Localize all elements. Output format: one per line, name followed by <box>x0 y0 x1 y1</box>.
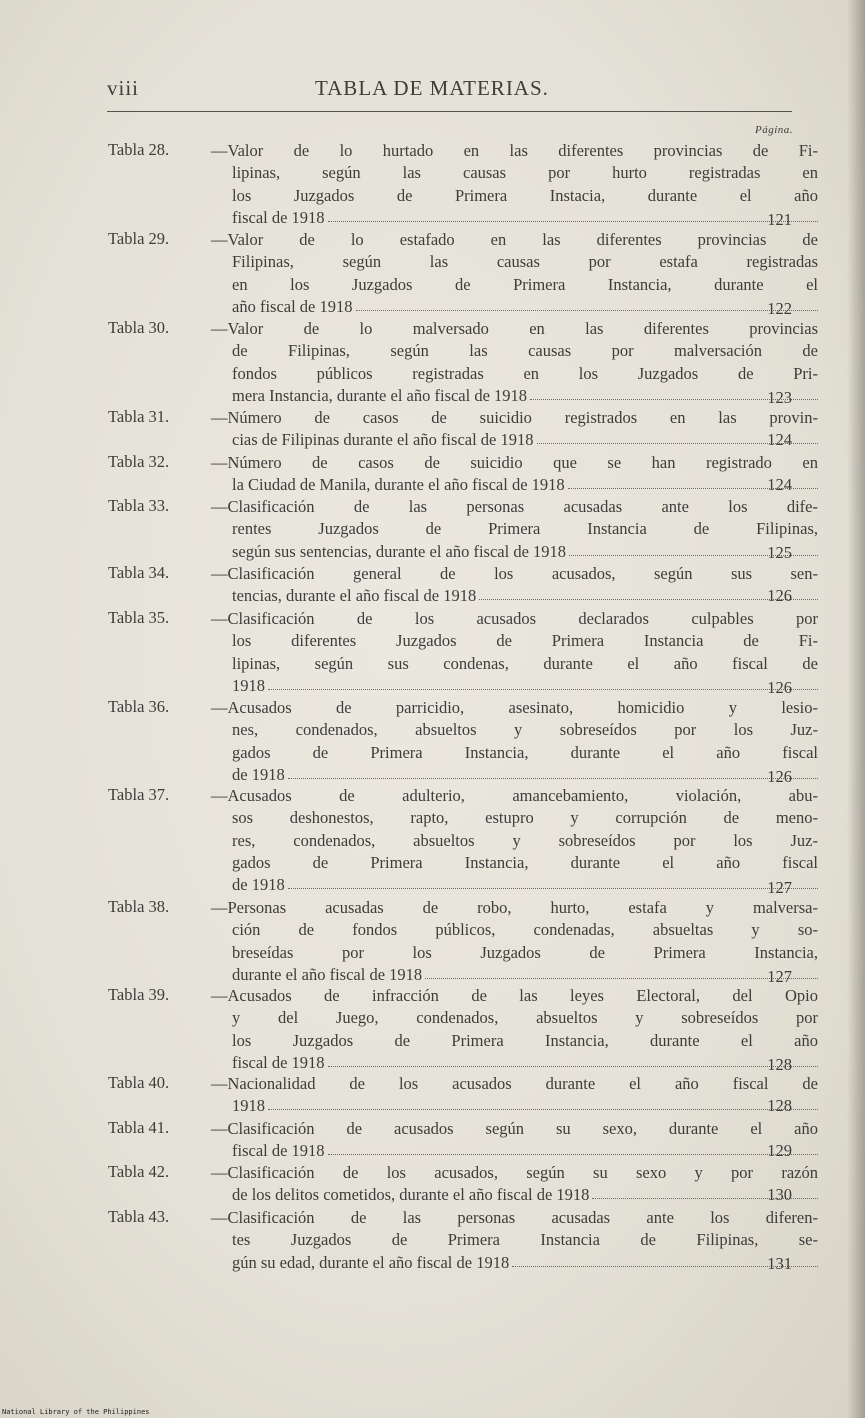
toc-entry <box>108 785 818 898</box>
toc-entry-label: Tabla 31. <box>108 407 170 426</box>
toc-entry-line-text: cias de Filipinas durante el año fiscal de 1918 <box>232 430 534 450</box>
toc-entry <box>108 985 818 1074</box>
toc-entry-line-text: 1918 <box>232 675 265 695</box>
toc-entry-line <box>232 764 818 786</box>
toc-entry-line-text: fiscal de 1918 <box>232 207 325 227</box>
toc-entry-description <box>211 407 818 452</box>
toc-entry <box>108 1118 818 1163</box>
toc-entry-line <box>232 874 818 896</box>
toc-entry-page-number: 128 <box>767 1054 792 1074</box>
toc-entry-line <box>232 1184 818 1206</box>
toc-entry-line: —Valor de lo hurtado en las diferentes provincias de Fi- <box>211 141 818 160</box>
toc-entry-description <box>211 452 818 497</box>
dot-leader <box>268 1105 818 1110</box>
toc-entry-line: —Número de casos de suicidio registrados en las provin- <box>211 408 818 427</box>
toc-entry-line-text: durante el año fiscal de 1918 <box>232 964 423 984</box>
toc-entry-line <box>232 1095 818 1117</box>
toc-entry-line-text: fiscal de 1918 <box>232 1052 325 1072</box>
toc-entry-description <box>211 563 818 608</box>
toc-entry-line: —Clasificación de acusados según su sexo, durante el año <box>211 1119 818 1138</box>
toc-entry-line: —Nacionalidad de los acusados durante el año fiscal de <box>211 1074 818 1093</box>
toc-entry-label: Tabla 35. <box>108 608 170 627</box>
toc-entry-line-text: según sus sentencias, durante el año fiscal de 1918 <box>232 541 567 561</box>
toc-entry-line: gados de Primera Instancia, durante el año fiscal <box>232 852 818 872</box>
toc-entry-label: Tabla 34. <box>108 563 170 582</box>
toc-entry-line: y del Juego, condenados, absueltos y sobreseídos por <box>232 1008 818 1028</box>
toc-entry-line <box>232 585 818 607</box>
toc-entry-line <box>232 207 818 229</box>
toc-entry-line: en los Juzgados de Primera Instancia, durante el <box>232 274 818 294</box>
toc-entry-page-number: 123 <box>767 387 792 407</box>
toc-entry-description <box>211 318 818 407</box>
toc-entry-line: Filipinas, según las causas por estafa registradas <box>232 252 818 272</box>
toc-entry <box>108 318 818 407</box>
toc-entry-line <box>232 1140 818 1162</box>
toc-entry-line-text: de 1918 <box>232 764 285 784</box>
toc-entry-page-number: 127 <box>767 878 792 898</box>
toc-entry-line: sos deshonestos, rapto, estupro y corrupción de meno- <box>232 808 818 828</box>
library-credit: National Library of the Philippines <box>2 1408 150 1416</box>
dot-leader <box>328 217 818 222</box>
toc-entry-page-number: 127 <box>767 966 792 986</box>
dot-leader <box>425 974 818 979</box>
dot-leader <box>288 774 818 779</box>
toc-entry-description <box>211 985 818 1074</box>
toc-entry-label: Tabla 38. <box>108 897 170 916</box>
toc-entry-line: —Valor de lo estafado en las diferentes provincias de <box>211 230 818 249</box>
toc-entry <box>108 229 818 318</box>
toc-entry-line <box>232 1052 818 1074</box>
toc-entry-label: Tabla 33. <box>108 496 170 515</box>
toc-entry-line: los Juzgados de Primera Instancia, durante el año <box>232 1030 818 1050</box>
toc-entry-line <box>232 296 818 318</box>
toc-entry <box>108 563 818 608</box>
toc-entry-label: Tabla 39. <box>108 985 170 1004</box>
toc-entry-page-number: 129 <box>767 1141 792 1161</box>
toc-entry-description <box>211 1073 818 1118</box>
toc-entry <box>108 452 818 497</box>
running-title: TABLA DE MATERIAS. <box>315 76 549 100</box>
toc-entry-line: —Clasificación de las personas acusadas ante los diferen- <box>211 1208 818 1227</box>
toc-entry-line-text: mera Instancia, durante el año fiscal de 1918 <box>232 385 528 405</box>
toc-entry-line: —Clasificación de los acusados, según su sexo y por razón <box>211 1163 818 1182</box>
toc-entry-line: de Filipinas, según las causas por malversación de <box>232 341 818 361</box>
toc-entry-label: Tabla 32. <box>108 452 170 471</box>
toc-entry <box>108 1073 818 1118</box>
toc-entry-page-number: 126 <box>767 766 792 786</box>
toc-entry-line: ción de fondos públicos, condenadas, absueltas y so- <box>232 920 818 940</box>
toc-entry-line: res, condenados, absueltos y sobreseídos por los Juz- <box>232 830 818 850</box>
toc-entry-line: gados de Primera Instancia, durante el año fiscal <box>232 742 818 762</box>
toc-entry-line <box>232 675 818 697</box>
toc-entry-page-number: 128 <box>767 1096 792 1116</box>
toc-entry-label: Tabla 40. <box>108 1073 170 1092</box>
toc-entry-label: Tabla 29. <box>108 229 170 248</box>
header-rule <box>107 111 792 112</box>
toc-entry-description <box>211 697 818 786</box>
toc-entry-line-text: año fiscal de 1918 <box>232 296 353 316</box>
dot-leader <box>328 1150 818 1155</box>
toc-entry-description <box>211 1162 818 1207</box>
toc-entry-description <box>211 897 818 986</box>
toc-entry <box>108 697 818 786</box>
toc-entry-line-text: de los delitos cometidos, durante el año fiscal de 1918 <box>232 1185 590 1205</box>
page-folio: viii <box>107 76 140 100</box>
toc-entry-line <box>232 964 818 986</box>
toc-entry <box>108 140 818 229</box>
toc-entry-line <box>232 1252 818 1274</box>
toc-entry-line: nes, condenados, absueltos y sobreseídos por los Juz- <box>232 720 818 740</box>
dot-leader <box>328 1062 818 1067</box>
toc-entry-page-number: 124 <box>767 430 792 450</box>
toc-entry-page-number: 122 <box>767 298 792 318</box>
toc-entry-description <box>211 608 818 697</box>
toc-entry-line: —Acusados de parricidio, asesinato, homicidio y lesio- <box>211 698 818 717</box>
toc-entry-label: Tabla 37. <box>108 785 170 804</box>
toc-entry-line: —Acusados de infracción de las leyes Electoral, del Opio <box>211 986 818 1005</box>
toc-entry-line <box>232 429 818 451</box>
dot-leader <box>268 685 818 690</box>
toc-entry-line: —Clasificación general de los acusados, según sus sen- <box>211 564 818 583</box>
toc-entry-page-number: 121 <box>767 209 792 229</box>
toc-entry-line: —Clasificación de los acusados declarados culpables por <box>211 609 818 628</box>
toc-entry-line-text: la Ciudad de Manila, durante el año fiscal de 1918 <box>232 475 565 495</box>
toc-entry-description <box>211 785 818 896</box>
toc-entry-line-text: gún su edad, durante el año fiscal de 1918 <box>232 1252 510 1272</box>
toc-entry <box>108 1207 818 1274</box>
toc-entry-page-number: 131 <box>767 1253 792 1273</box>
dot-leader <box>356 306 818 311</box>
toc-entry-label: Tabla 30. <box>108 318 170 337</box>
toc-entry-label: Tabla 36. <box>108 697 170 716</box>
page-column-label: Página. <box>754 124 793 136</box>
toc-entry-line: breseídas por los Juzgados de Primera Instancia, <box>232 942 818 962</box>
toc-entry <box>108 407 818 452</box>
toc-entry-line: lipinas, según las causas por hurto registradas en <box>232 163 818 183</box>
toc-entry <box>108 496 818 563</box>
toc-entry-label: Tabla 41. <box>108 1118 170 1137</box>
toc-entry-line: los diferentes Juzgados de Primera Instancia de Fi- <box>232 631 818 651</box>
toc-entry-description <box>211 1118 818 1163</box>
toc-entry-line: —Clasificación de las personas acusadas ante los dife- <box>211 497 818 516</box>
toc-entry-line: —Personas acusadas de robo, hurto, estafa y malversa- <box>211 898 818 917</box>
page-header <box>107 76 792 106</box>
toc-entry-line-text: tencias, durante el año fiscal de 1918 <box>232 586 477 606</box>
toc-entry-line: lipinas, según sus condenas, durante el año fiscal de <box>232 653 818 673</box>
toc-entry-line-text: 1918 <box>232 1096 265 1116</box>
toc-entry-line-text: de 1918 <box>232 875 285 895</box>
toc-entry-line: tes Juzgados de Primera Instancia de Filipinas, se- <box>232 1230 818 1250</box>
toc-entry-description <box>211 1207 818 1274</box>
toc-entry-description <box>211 229 818 318</box>
toc-entry-description <box>211 140 818 229</box>
toc-entry-label: Tabla 28. <box>108 140 170 159</box>
page-edge-shadow <box>847 0 865 1418</box>
toc-entry-line: —Valor de lo malversado en las diferentes provincias <box>211 319 818 338</box>
toc-entry-line: —Número de casos de suicidio que se han registrado en <box>211 453 818 472</box>
toc-entry-description <box>211 496 818 563</box>
toc-entry-line-text: fiscal de 1918 <box>232 1141 325 1161</box>
toc-entry-page-number: 124 <box>767 475 792 495</box>
toc-entry-label: Tabla 42. <box>108 1162 170 1181</box>
toc-entry-page-number: 130 <box>767 1185 792 1205</box>
toc-entry-line <box>232 474 818 496</box>
toc-entry-line: —Acusados de adulterio, amancebamiento, violación, abu- <box>211 786 818 805</box>
toc-entry-page-number: 126 <box>767 586 792 606</box>
dot-leader <box>288 884 818 889</box>
toc-entry-page-number: 126 <box>767 677 792 697</box>
toc-entry-page-number: 125 <box>767 542 792 562</box>
toc-entry-line: los Juzgados de Primera Instacia, durante el año <box>232 185 818 205</box>
toc-entry-line <box>232 541 818 563</box>
toc-entry-label: Tabla 43. <box>108 1207 170 1226</box>
toc-entry <box>108 897 818 986</box>
toc-entry <box>108 608 818 697</box>
toc-entry <box>108 1162 818 1207</box>
toc-entry-line <box>232 385 818 407</box>
toc-entry-line: rentes Juzgados de Primera Instancia de Filipinas, <box>232 519 818 539</box>
toc-entry-line: fondos públicos registradas en los Juzgados de Pri- <box>232 363 818 383</box>
